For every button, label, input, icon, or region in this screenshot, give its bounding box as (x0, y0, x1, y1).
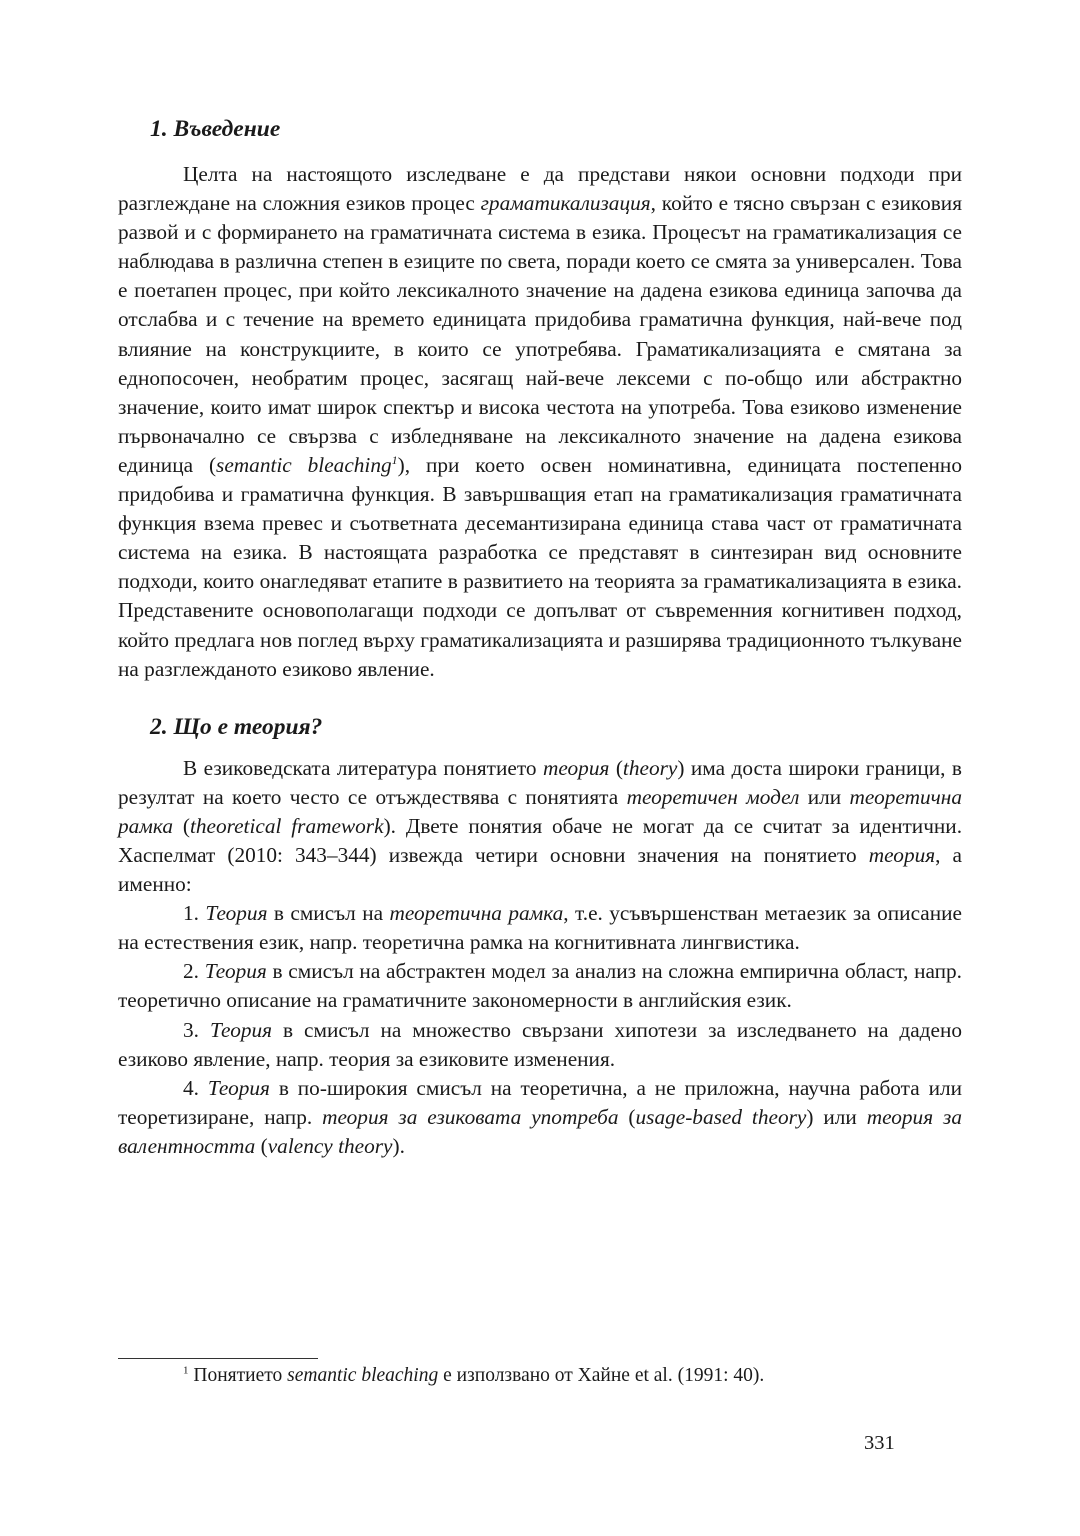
term-semantic-bleaching: semantic bleaching (216, 452, 392, 477)
text-run: ( (609, 755, 623, 780)
list-number: 2. (183, 959, 205, 984)
text-run: ( (255, 1133, 268, 1158)
footnote-reference[interactable]: 1 (391, 452, 398, 467)
text-run: ) или (806, 1104, 867, 1129)
text-run: в смисъл на (267, 901, 390, 926)
text-run: в смисъл на множество свързани хипотези за изследването на дадено езиково явление, напр. теория за езиковите изменения. (118, 1017, 963, 1071)
term: usage-based theory (635, 1104, 807, 1129)
term: valency theory (267, 1133, 393, 1158)
text-run: ) има доста широки граници, в резултат на което често се отъждествява с понятията (118, 755, 962, 809)
page-number: 331 (864, 1432, 895, 1454)
text-run: , който е тясно свързан с езиковия развой и с формирането на граматичната система в езика. Процесът на граматикализация се наблюдава в различна степен в езиците по света, поради което се смята за универсален. Това е поетапен процес, при който лексикалното значение на дадена езикова единица започва да отслабва и с течение на времето единицата придобива граматична функция, най-вече под влияние на конструкциите, в които се употребява. Граматикализацията е смятана за еднопосочен, необратим процес, засягащ най-вече лексеми с по-общо или абстрактно значение, които имат широк спектър и висока честота на употреба. Това езиково изменение първоначално се свързва с избледняване на лексикалното значение на дадена езикова единица ( (118, 191, 962, 477)
text-run: ( (618, 1104, 636, 1129)
section-1-paragraph (118, 160, 962, 684)
text-run: , а именно: (118, 842, 962, 897)
term: теория за валентността (118, 1104, 962, 1158)
text-run: Целта на настоящото изследване е да представи някои основни подходи при разглеждане на сложния езиков процес (118, 162, 962, 216)
text-run: ), при което освен номинативна, единицата постепенно придобива и граматична функция. В завършващия етап на граматикализация граматичната функция взема превес и съответната десемантизирана единица става част от граматичната система на езика. В настоящата разработка се представят в синтезиран вид основните подходи, които онагледяват етапите в развитието на теорията за граматикализацията в езика. Представените основополагащи подходи се допълват от съвременния когнитивен подход, който предлага нов поглед върху граматикализацията и разширява традиционното тълкуване на разглежданото езиково явление. (118, 452, 962, 681)
list-item-2 (118, 957, 962, 1015)
term-semantic-bleaching: semantic bleaching (287, 1365, 439, 1386)
list-item-1 (118, 899, 962, 957)
term: теория (868, 842, 936, 867)
page-body (118, 112, 962, 1161)
list-number: 3. (183, 1017, 210, 1042)
term: теоретична рамка (118, 784, 962, 838)
section-2-paragraph (118, 754, 962, 899)
term: theory (622, 755, 678, 780)
list-number: 1. (183, 901, 206, 926)
term: theoretical framework (189, 813, 384, 838)
list-item-4 (118, 1074, 962, 1161)
term-grammaticalization: граматикализация (480, 191, 651, 216)
text-run: В езиковедската литература понятието (183, 755, 543, 780)
text-run: ). (392, 1133, 405, 1158)
footnote-mark: 1 (183, 1364, 189, 1377)
section-2-heading: 2. Що е теория? (150, 713, 323, 740)
text-run: ). Двете понятия обаче не могат да се считат за идентични. Хаспелмат (2010: 343–344) извежда четири основни значения на понятието (118, 813, 963, 867)
footnote-separator (118, 1358, 318, 1359)
section-1-heading: 1. Въведение (150, 116, 281, 142)
term: Теория (207, 1075, 270, 1100)
term: Теория (204, 959, 267, 984)
term: Теория (205, 901, 268, 926)
text-run: или (799, 784, 850, 809)
term: Теория (209, 1017, 273, 1042)
term: теория за езиковата употреба (322, 1104, 619, 1129)
term: теория (542, 755, 610, 780)
term: теоретична рамка (389, 901, 564, 926)
text-run: ( (172, 813, 190, 838)
list-item-3 (118, 1016, 962, 1074)
text-run: , т.е. усъвършенстван метаезик за описание на естествения език, напр. теоретична рамка на когнитивната лингвистика. (118, 901, 962, 955)
text-run: е използвано от Хайне et al. (1991: 40). (438, 1365, 765, 1386)
text-run: в по-широкия смисъл на теоретична, а не приложна, научна работа или теоретизиране, напр. (118, 1075, 962, 1129)
text-run: Понятието (188, 1365, 288, 1386)
term: теоретичен модел (626, 784, 800, 809)
footnote (183, 1363, 963, 1389)
text-run: в смисъл на абстрактен модел за анализ на сложна емпирична област, напр. теоретично описание на граматичните закономерности в английския език. (118, 959, 963, 1013)
list-number: 4. (183, 1075, 208, 1100)
